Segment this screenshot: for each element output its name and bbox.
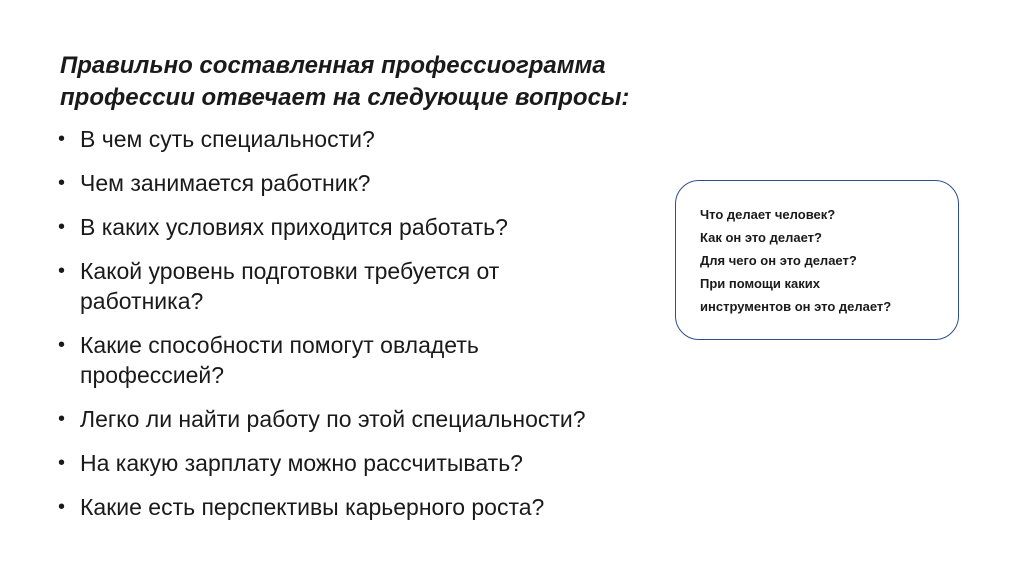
- question-list: [58, 124, 698, 536]
- list-item: [58, 492, 698, 522]
- list-item: [58, 124, 698, 154]
- callout-line: Для чего он это делает?: [700, 253, 857, 268]
- list-item-text: В чем суть специальности?: [80, 126, 375, 152]
- list-item-text: Какие способности помогут овладеть: [80, 332, 479, 358]
- bullet-icon: •: [58, 216, 66, 238]
- bullet-icon: •: [58, 128, 66, 150]
- list-item-text-continued: работника?: [80, 288, 204, 314]
- list-item-text: Чем занимается работник?: [80, 170, 371, 196]
- callout-line: Как он это делает?: [700, 230, 822, 245]
- list-item: [58, 212, 698, 242]
- callout-text: [700, 203, 891, 318]
- callout-line: При помощи каких: [700, 276, 820, 291]
- bullet-icon: •: [58, 452, 66, 474]
- list-item-text-continued: профессией?: [80, 362, 225, 388]
- list-item-text: Легко ли найти работу по этой специальности?: [80, 406, 586, 432]
- heading-line-2: профессии отвечает на следующие вопросы:: [60, 84, 630, 111]
- list-item: [58, 404, 698, 434]
- callout-box: [675, 180, 959, 340]
- bullet-icon: •: [58, 260, 66, 282]
- slide-heading: [60, 50, 700, 114]
- list-item-text: В каких условиях приходится работать?: [80, 214, 508, 240]
- bullet-icon: •: [58, 334, 66, 356]
- bullet-icon: •: [58, 172, 66, 194]
- list-item: [58, 256, 698, 316]
- list-item: [58, 168, 698, 198]
- list-item-text: Какие есть перспективы карьерного роста?: [80, 494, 545, 520]
- list-item-text: Какой уровень подготовки требуется от: [80, 258, 500, 284]
- list-item-text: На какую зарплату можно рассчитывать?: [80, 450, 523, 476]
- callout-line: Что делает человек?: [700, 207, 836, 222]
- heading-line-1: Правильно составленная профессиограмма: [60, 52, 606, 79]
- list-item: [58, 330, 698, 390]
- bullet-icon: •: [58, 408, 66, 430]
- list-item: [58, 448, 698, 478]
- callout-line: инструментов он это делает?: [700, 299, 892, 314]
- bullet-icon: •: [58, 496, 66, 518]
